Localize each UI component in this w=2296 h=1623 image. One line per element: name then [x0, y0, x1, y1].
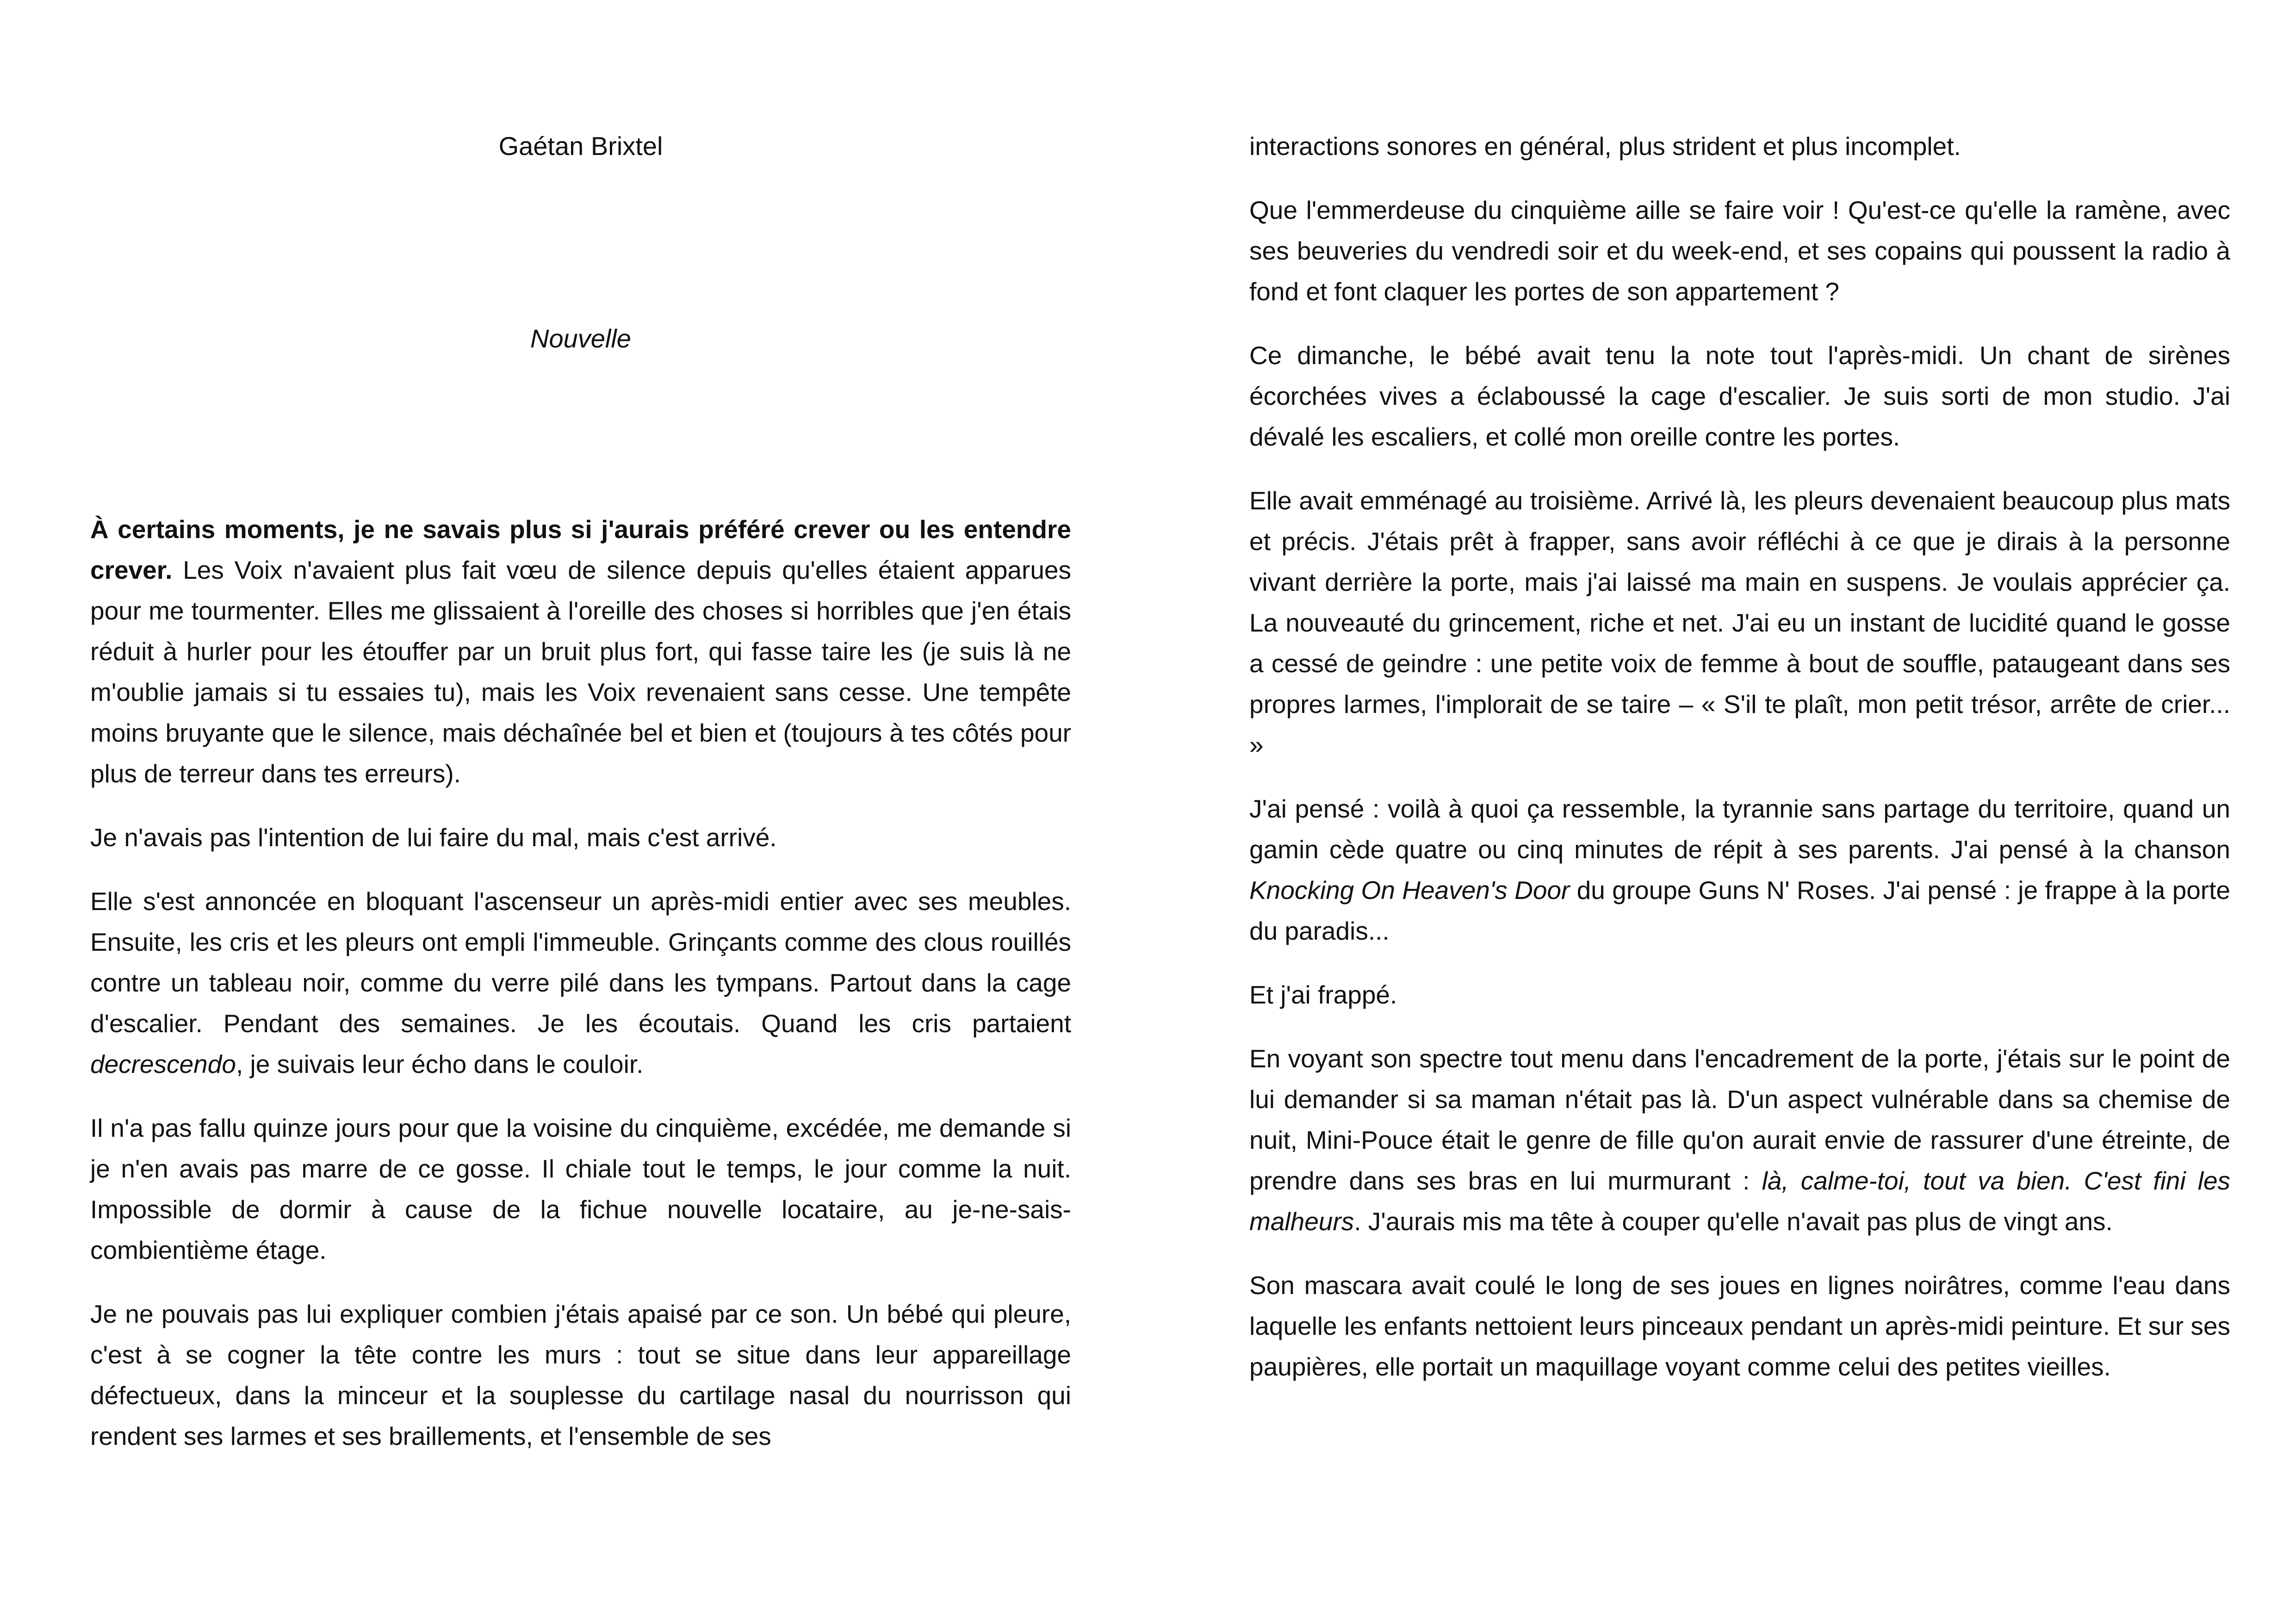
paragraph-text: du groupe Guns N' Roses. J'ai pensé : je frappe à la porte du paradis... — [1249, 876, 2230, 945]
paragraph: Ce dimanche, le bébé avait tenu la note tout l'après-midi. Un chant de sirènes écorchées vives a éclaboussé la cage d'escalier. Je suis sorti de mon studio. J'ai dévalé les escaliers, et collé mon oreille contre les portes. — [1249, 341, 2230, 451]
paragraph-text: Les Voix n'avaient plus fait vœu de silence depuis qu'elles étaient apparues pour me tourmenter. Elles me glissaient à l'oreille des choses si horribles que j'en étais réduit à hurler pour les étouffer par un bruit plus fort, qui fasse taire les (je suis là ne m'oublie jamais si tu essaies tu), mais les Voix revenaient sans cesse. Une tempête moins bruyante que le silence, mais déchaînée bel et bien et (toujours à tes côtés pour plus de terreur dans tes erreurs). — [90, 556, 1071, 788]
paragraph: Et j'ai frappé. — [1249, 980, 1397, 1009]
italic-word: decrescendo — [90, 1050, 236, 1078]
author-name: Gaétan Brixtel — [498, 131, 663, 161]
bold-lead-sentence: À certains moments, je ne savais plus si j'aurais préféré crever ou les entendre crever. — [90, 515, 1071, 584]
paragraph — [90, 881, 1071, 1084]
paragraph: Que l'emmerdeuse du cinquième aille se faire voir ! Qu'est-ce qu'elle la ramène, avec ses beuveries du vendredi soir et du week-end, et ses copains qui poussent la radio à fond et font claquer les portes de son appartement ? — [1249, 196, 2230, 306]
genre-label: Nouvelle — [530, 324, 631, 353]
paragraph-text: J'ai pensé : voilà à quoi ça ressemble, la tyrannie sans partage du territoire, quand un gamin cède quatre ou cinq minutes de répit à ses parents. J'ai pensé à la chanson — [1249, 794, 2230, 864]
paragraph-text: En voyant son spectre tout menu dans l'encadrement de la porte, j'étais sur le point de lui demander si sa maman n'était pas là. D'un aspect vulnérable dans sa chemise de nuit, Mini-Pouce était le genre de fille qu'on aurait envie de rassurer d'une étreinte, de prendre dans ses bras en lui murmurant : — [1249, 1044, 2230, 1195]
paragraph — [1249, 1038, 2230, 1242]
paragraph — [1249, 788, 2230, 951]
song-title: Knocking On Heaven's Door — [1249, 876, 1570, 904]
paragraph: interactions sonores en général, plus strident et plus incomplet. — [1249, 132, 1961, 161]
left-text-block — [90, 509, 1071, 1480]
paragraph-text: Elle s'est annoncée en bloquant l'ascenseur un après-midi entier avec ses meubles. Ensuite, les cris et les pleurs ont empli l'immeuble. Grinçants comme des clous rouillés contre un tableau noir, comme du verre pilé dans les tympans. Partout dans la cage d'escalier. Pendant des semaines. Je les écoutais. Quand les cris partaient — [90, 887, 1071, 1038]
right-text-block — [1249, 126, 2230, 1410]
paragraph: Je n'avais pas l'intention de lui faire du mal, mais c'est arrivé. — [90, 823, 777, 852]
paragraph-text: , je suivais leur écho dans le couloir. — [236, 1050, 644, 1078]
paragraph: Il n'a pas fallu quinze jours pour que la voisine du cinquième, excédée, me demande si je n'en avais pas marre de ce gosse. Il chiale tout le temps, le jour comme la nuit. Impossible de dormir à cause de la fichue nouvelle locataire, au je-ne-sais-combientième étage. — [90, 1114, 1071, 1264]
paragraph — [90, 509, 1071, 794]
paragraph-text: . J'aurais mis ma tête à couper qu'elle n'avait pas plus de vingt ans. — [1354, 1207, 2113, 1236]
paragraph: Elle avait emménagé au troisième. Arrivé là, les pleurs devenaient beaucoup plus mats et précis. J'étais prêt à frapper, sans avoir réfléchi à ce que je dirais à la personne vivant derrière la porte, mais j'ai laissé ma main en suspens. Je voulais apprécier ça. La nouveauté du grincement, riche et net. J'ai eu un instant de lucidité quand le gosse a cessé de geindre : une petite voix de femme à bout de souffle, pataugeant dans ses propres larmes, l'implorait de se taire – « S'il te plaît, mon petit trésor, arrête de crier... » — [1249, 486, 2230, 759]
paragraph: Son mascara avait coulé le long de ses joues en lignes noirâtres, comme l'eau dans laquelle les enfants nettoient leurs pinceaux pendant un après-midi peinture. Et sur ses paupières, elle portait un maquillage voyant comme celui des petites vieilles. — [1249, 1271, 2230, 1381]
italic-phrase: là, calme-toi, tout va bien. C'est fini les malheurs — [1249, 1166, 2231, 1236]
paragraph: Je ne pouvais pas lui expliquer combien j'étais apaisé par ce son. Un bébé qui pleure, c'est à se cogner la tête contre les murs : tout se situe dans leur appareillage défectueux, dans la minceur et la souplesse du cartilage nasal du nourrisson qui rendent ses larmes et ses braillements, et l'ensemble de ses — [90, 1300, 1071, 1450]
